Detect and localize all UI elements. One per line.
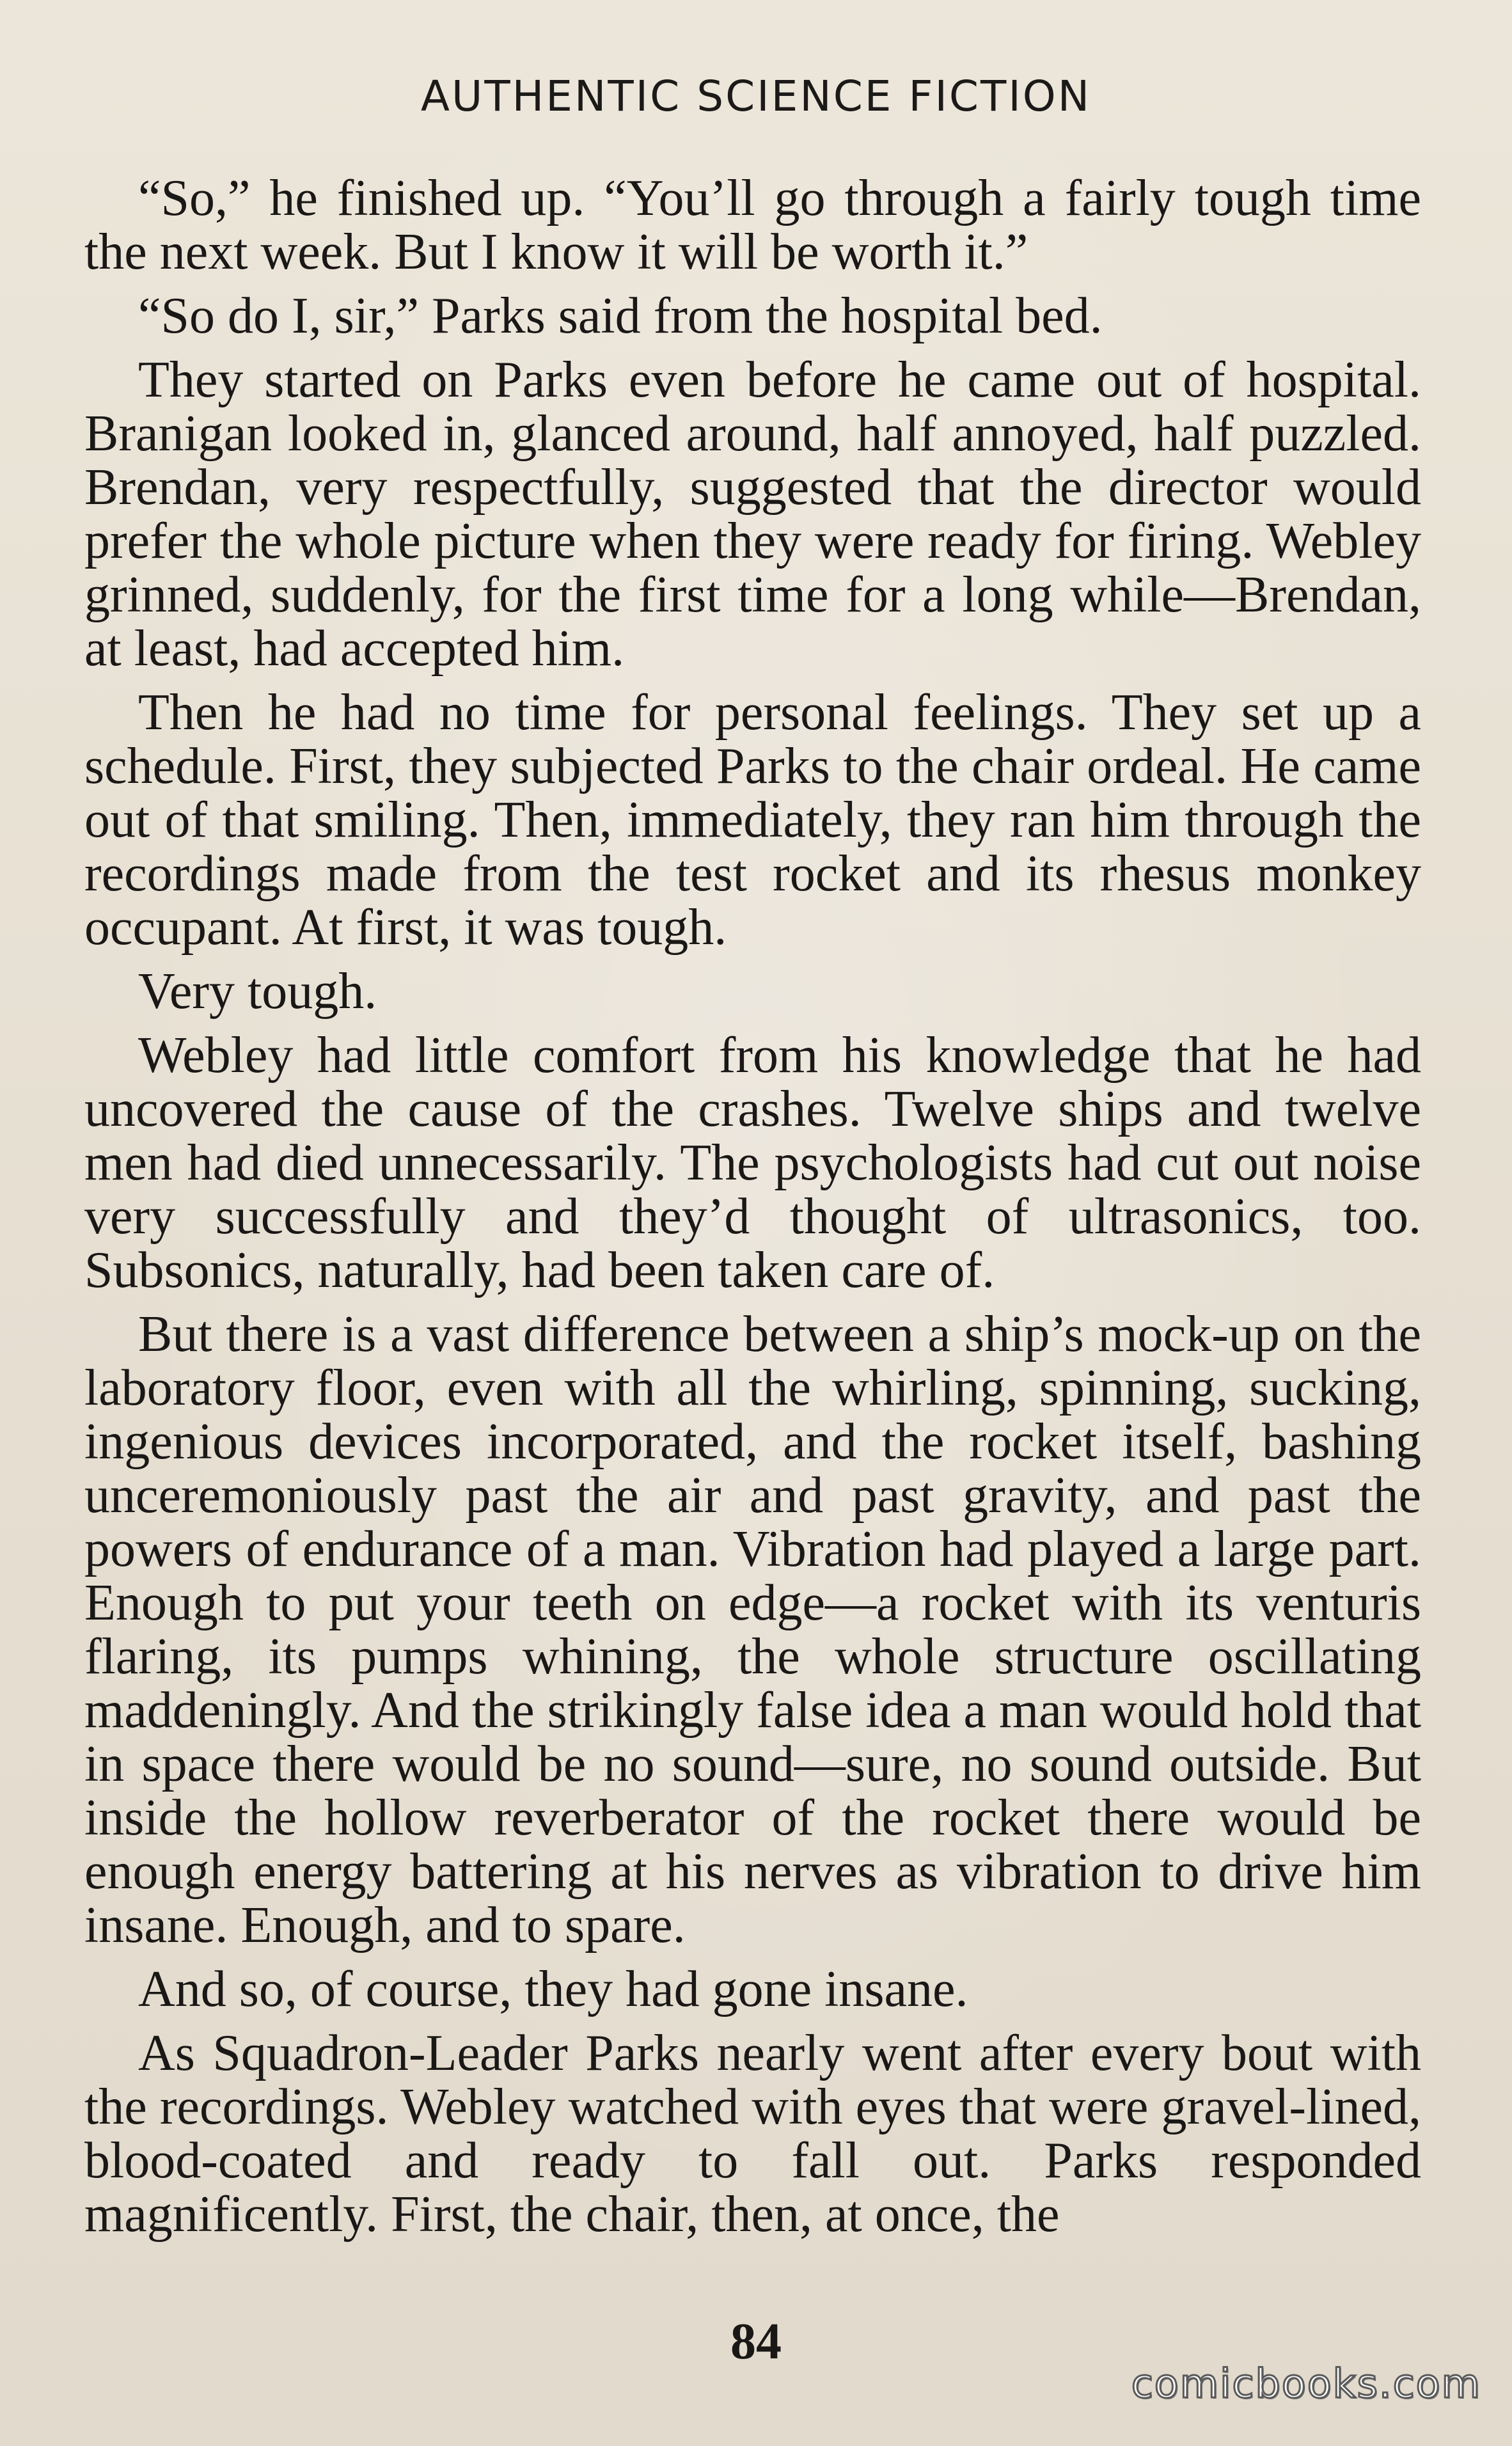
page-number: 84 <box>730 2314 782 2370</box>
paragraph: Very tough. <box>138 963 377 1020</box>
paragraph: Webley had little comfort from his knowledge that he had uncovered the cause of the crashes. Twelve ships and twelve men had died unnecessarily. The psychologists had cut out noise very successfully and they’d thought of ultrasonics, too. Subsonics, naturally, had been taken care of. <box>84 1027 1421 1298</box>
paragraph: But there is a vast difference between a ship’s mock-up on the laboratory floor, even with all the whirling, spinning, sucking, ingenious devices incorporated, and the rocket itself, bashing unceremoniously past the air and past gravity, and past the powers of endurance of a man. Vibration had played a large part. Enough to put your teeth on edge—a rocket with its venturis flaring, its pumps whining, the whole structure oscillating maddeningly. And the strikingly false idea a man would hold that in space there would be no sound—sure, no sound outside. But inside the hollow reverberator of the rocket there would be enough energy battering at his nerves as vibration to drive him insane. Enough, and to spare. <box>84 1306 1421 1953</box>
paragraph: And so, of course, they had gone insane. <box>138 1961 968 2017</box>
running-header: AUTHENTIC SCIENCE FICTION <box>420 72 1092 121</box>
paragraph: As Squadron-Leader Parks nearly went after every bout with the recordings. Webley watched with eyes that were gravel-lined, blood-coated and ready to fall out. Parks responded magnificently. First, the chair, then, at once, the <box>84 2025 1421 2243</box>
paragraph: They started on Parks even before he came out of hospital. Branigan looked in, glanced around, half annoyed, half puzzled. Brendan, very respectfully, suggested that the director would prefer the whole picture when they were ready for firing. Webley grinned, suddenly, for the first time for a long while—Brendan, at least, had accepted him. <box>84 352 1421 677</box>
paragraph: “So,” he finished up. “You’ll go through a fairly tough time the next week. But I know it will be worth it.” <box>84 170 1421 280</box>
paragraph: Then he had no time for personal feelings. They set up a schedule. First, they subjected Parks to the chair ordeal. He came out of that smiling. Then, immediately, they ran him through the recordings made from the test rocket and its rhesus monkey occupant. At first, it was tough. <box>84 684 1421 956</box>
watermark: comicbooks.com <box>1131 2360 1481 2407</box>
body-text <box>84 171 1421 2252</box>
paragraph: “So do I, sir,” Parks said from the hospital bed. <box>138 288 1103 344</box>
